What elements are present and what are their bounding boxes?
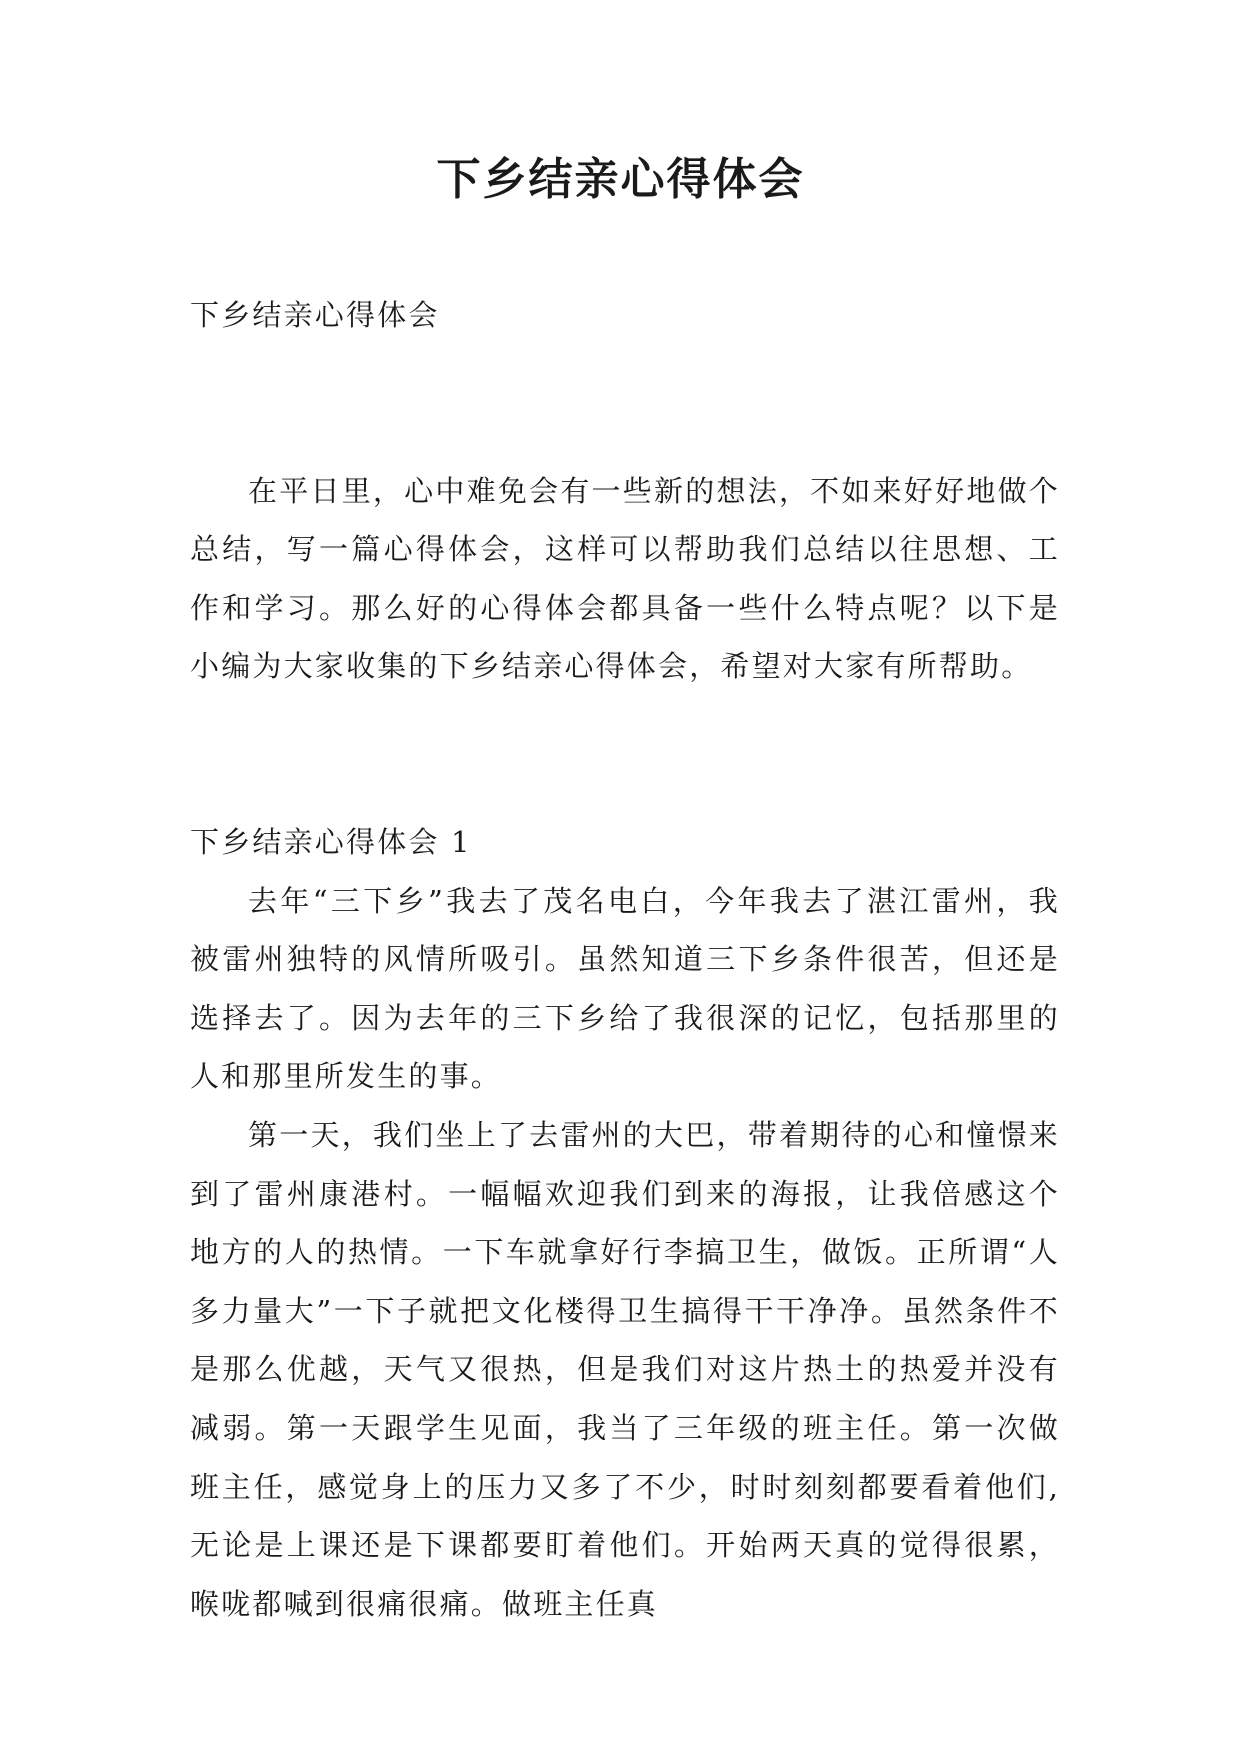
spacer [190,696,1060,813]
intro-paragraph: 在平日里，心中难免会有一些新的想法，不如来好好地做个总结，写一篇心得体会，这样可以帮助我们总结以往思想、工作和学习。那么好的心得体会都具备一些什么特点呢？以下是小编为大家收集的下乡结亲心得体会，希望对大家有所帮助。 [190,473,1060,684]
document-title: 下乡结亲心得体会 [436,154,805,205]
section-heading: 下乡结亲心得体会 1 [190,824,472,859]
body-paragraph-1: 去年“三下乡”我去了茂名电白，今年我去了湛江雷州，我被雷州独特的风情所吸引。虽然知道三下乡条件很苦，但还是选择去了。因为去年的三下乡给了我很深的记忆，包括那里的人和那里所发生的事。 [190,883,1060,1094]
document-body [190,286,1060,1633]
spacer [190,345,1060,462]
body-paragraph-2: 第一天，我们坐上了去雷州的大巴，带着期待的心和憧憬来到了雷州康港村。一幅幅欢迎我们到来的海报，让我倍感这个地方的人的热情。一下车就拿好行李搞卫生，做饭。正所谓“人多力量大”一下子就把文化楼得卫生搞得干干净净。虽然条件不是那么优越，天气又很热，但是我们对这片热土的热爱并没有减弱。第一天跟学生见面，我当了三年级的班主任。第一次做班主任，感觉身上的压力又多了不少，时时刻刻都要看着他们,无论是上课还是下课都要盯着他们。开始两天真的觉得很累，喉咙都喊到很痛很痛。做班主任真 [190,1117,1060,1621]
document-subtitle: 下乡结亲心得体会 [190,298,440,332]
